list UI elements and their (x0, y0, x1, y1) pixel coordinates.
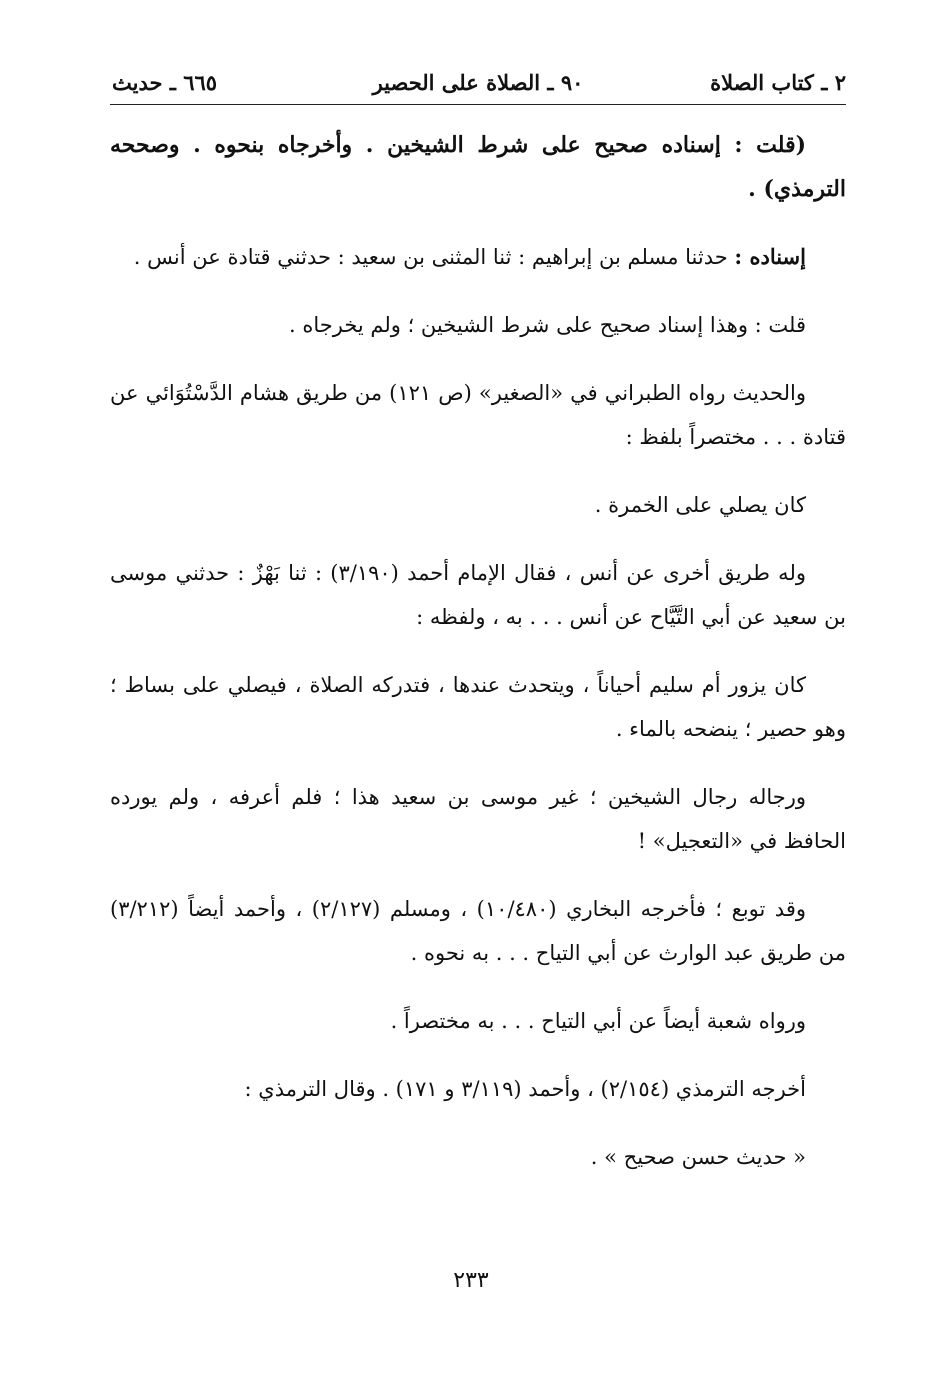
paragraph: وله طريق أخرى عن أنس ، فقال الإمام أحمد (٣/١٩٠) : ثنا بَهْزٌ : حدثني موسى بن سعيد عن أبي التَّيَّاح عن أنس . . . به ، ولفظه : (110, 561, 846, 629)
paragraph: « حديث حسن صحيح » . (590, 1145, 806, 1169)
chapter-title: ٢ ـ كتاب الصلاة (710, 70, 846, 95)
paragraph-isnad (110, 235, 846, 279)
header-rule (110, 104, 846, 105)
paragraph: ورجاله رجال الشيخين ؛ غير موسى بن سعيد هذا ؛ فلم أعرفه ، ولم يورده الحافظ في «التعجيل» ! (110, 785, 846, 853)
paragraph: والحديث رواه الطبراني في «الصغير» (ص ١٢١) من طريق هشام الدَّسْتُوَائي عن قتادة . . . مختصراً بلفظ : (110, 381, 846, 449)
section-title: ٩٠ ـ الصلاة على الحصير (372, 70, 584, 95)
paragraph: أخرجه الترمذي (٢/١٥٤) ، وأحمد (٣/١١٩ و ١٧١) . وقال الترمذي : (244, 1077, 806, 1101)
paragraph-verdict: (قلت : إسناده صحيح على شرط الشيخين . وأخرجاه بنحوه . وصححه الترمذي) . (110, 132, 846, 202)
isnad-label: إسناده : (734, 244, 806, 269)
paragraph: وقد توبع ؛ فأخرجه البخاري (١٠/٤٨٠) ، ومسلم (٢/١٢٧) ، وأحمد أيضاً (٣/٢١٢) من طريق عبد الوارث عن أبي التياح . . . به نحوه . (110, 897, 846, 965)
page-number: ٢٣٣ (453, 1268, 489, 1293)
page (110, 68, 846, 1203)
body-text (110, 123, 846, 1179)
paragraph: كان يصلي على الخمرة . (594, 493, 806, 517)
paragraph: ورواه شعبة أيضاً عن أبي التياح . . . به مختصراً . (390, 1009, 806, 1033)
paragraph: قلت : وهذا إسناد صحيح على شرط الشيخين ؛ ولم يخرجاه . (289, 313, 806, 337)
paragraph: كان يزور أم سليم أحياناً ، ويتحدث عندها ، فتدركه الصلاة ، فيصلي على بساط ؛ وهو حصير ؛ ينضحه بالماء . (110, 673, 846, 741)
running-head (110, 68, 846, 102)
isnad-text: حدثنا مسلم بن إبراهيم : ثنا المثنى بن سعيد : حدثني قتادة عن أنس . (133, 245, 728, 269)
hadith-number: ٦٦٥ ـ حديث (112, 70, 218, 95)
